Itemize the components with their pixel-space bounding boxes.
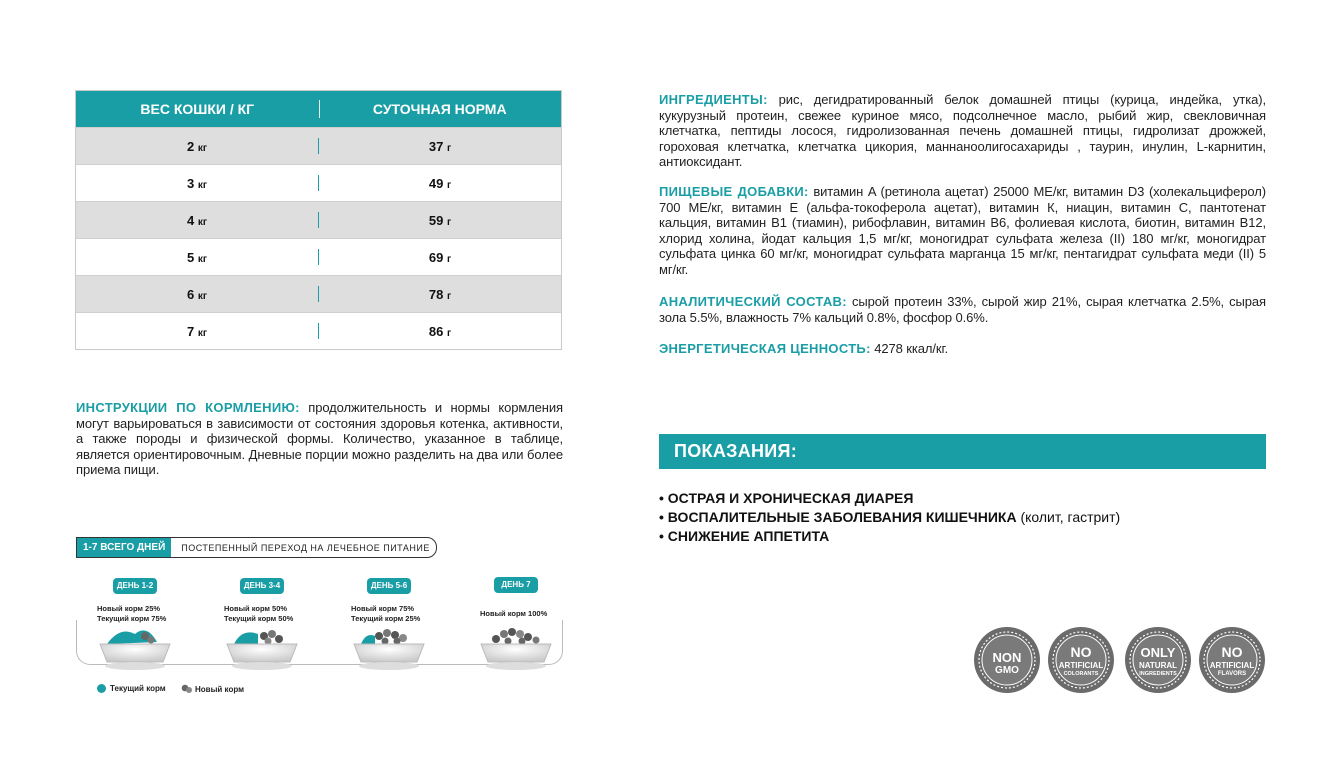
analysis — [659, 294, 1266, 325]
only-natural-ingredients-badge — [1124, 626, 1192, 694]
transition-lead: 1-7 ВСЕГО ДНЕЙ — [77, 538, 171, 557]
indication-item — [659, 489, 1120, 508]
bowl-day-5 — [354, 629, 424, 670]
table-row — [76, 127, 561, 164]
feeding-label: ИНСТРУКЦИИ ПО КОРМЛЕНИЮ: — [76, 400, 300, 415]
bowls-illustration — [95, 622, 555, 674]
weight-unit: кг — [197, 290, 208, 302]
ratio-new: Новый корм 50% — [224, 604, 288, 613]
weight-value: 4 — [186, 212, 195, 228]
table-row — [76, 312, 561, 349]
legend-new-label: Новый корм — [195, 684, 245, 694]
weight-unit: кг — [197, 216, 208, 228]
feeding-instructions — [76, 400, 563, 478]
ratio-current: Текущий корм 50% — [224, 614, 294, 623]
badge-line: INGREDIENTS — [1139, 671, 1177, 677]
norm-value: 86 — [428, 323, 444, 339]
day-badge: ДЕНЬ 7 — [494, 577, 538, 593]
transition-text: ПОСТЕПЕННЫЙ ПЕРЕХОД НА ЛЕЧЕБНОЕ ПИТАНИЕ — [181, 542, 430, 553]
day-badge: ДЕНЬ 1-2 — [113, 578, 157, 594]
badge-line: GMO — [995, 665, 1019, 676]
non-gmo-badge — [973, 626, 1041, 694]
weight-unit: кг — [197, 253, 208, 265]
indication-name: • ОСТРАЯ И ХРОНИЧЕСКАЯ ДИАРЕЯ — [659, 490, 914, 506]
day-badge: ДЕНЬ 3-4 — [240, 578, 284, 594]
norm-unit: г — [446, 216, 452, 228]
energy-label: ЭНЕРГЕТИЧЕСКАЯ ЦЕННОСТЬ: — [659, 341, 871, 356]
badge-line: ARTIFICIAL — [1058, 661, 1104, 670]
indications-title: ПОКАЗАНИЯ: — [659, 434, 1266, 469]
feeding-text: продолжительность и нормы кормления могут варьироваться в зависимости от состояния здоровья котенка, активности, а также породы и физической формы. Количество, указанное в таблице, является ориентировочным. Дневные порции можно разделить на два или более приема пищи. — [76, 400, 563, 478]
header-divider — [319, 100, 320, 118]
norm-value: 37 — [428, 138, 444, 154]
badge-line: NO — [1070, 644, 1092, 660]
indications-list — [659, 489, 1120, 546]
ratio-new: Новый корм 75% — [351, 604, 415, 613]
weight-value: 3 — [186, 175, 195, 191]
badge-line: ONLY — [1140, 645, 1176, 660]
bowl-day-1 — [100, 630, 170, 670]
weight-value: 5 — [186, 249, 195, 265]
table-row — [76, 164, 561, 201]
weight-unit: кг — [197, 327, 208, 339]
header-norm: СУТОЧНАЯ НОРМА — [372, 101, 507, 117]
ingredients — [659, 92, 1266, 170]
energy-text: 4278 ккал/кг. — [870, 341, 949, 356]
transition-bar — [76, 537, 437, 558]
badge-line: ARTIFICIAL — [1209, 661, 1255, 670]
bowl-day-3 — [227, 630, 297, 670]
badge-line: COLORANTS — [1063, 671, 1099, 677]
table-row — [76, 238, 561, 275]
norm-unit: г — [446, 142, 452, 154]
badge-line: NON — [992, 650, 1022, 665]
indication-name: • СНИЖЕНИЕ АППЕТИТА — [659, 528, 830, 544]
table-row — [76, 275, 561, 312]
additives-text: витамин A (ретинола ацетат) 25000 МЕ/кг, витамин D3 (холекальциферол) 700 МЕ/кг, витамин E (альфа-токоферола ацетат), витамин К, ниацин, витамин С, пантотенат кальция, витамин B1 (тиамин), рибофлавин, витамин B6, фолиевая кислота, биотин, витамин B12, хлорид холина, йодат кальция 1,5 мг/кг, моногидрат сульфата железа (II) 180 мг/кг, моногидрат сульфата цинка 60 мг/кг, моногидрат сульфата марганца 15 мг/кг, пентагидрат сульфата меди (II) 5 мг/кг. — [659, 184, 1266, 277]
feeding-table — [75, 90, 562, 350]
day-badge: ДЕНЬ 5-6 — [367, 578, 411, 594]
additives — [659, 184, 1266, 278]
norm-unit: г — [446, 327, 452, 339]
norm-unit: г — [446, 253, 452, 265]
legend-new — [181, 684, 244, 694]
indication-item — [659, 508, 1120, 527]
table-row — [76, 201, 561, 238]
weight-unit: кг — [197, 179, 208, 191]
weight-value: 2 — [186, 138, 195, 154]
badge-line: NO — [1221, 644, 1243, 660]
current-food-swatch — [97, 684, 106, 693]
analysis-label: АНАЛИТИЧЕСКИЙ СОСТАВ: — [659, 294, 847, 309]
energy — [659, 341, 1266, 357]
analysis-text: сырой протеин 33%, сырой жир 21%, сырая клетчатка 2.5%, сырая зола 5.5%, влажность 7% кальций 0.8%, фосфор 0.6%. — [659, 294, 1266, 325]
legend-current — [97, 684, 166, 693]
weight-value: 7 — [186, 323, 195, 339]
header-weight: ВЕС КОШКИ / КГ — [140, 101, 255, 117]
badge-line: NATURAL — [1138, 661, 1178, 670]
weight-unit: кг — [197, 142, 208, 154]
legend-current-label: Текущий корм — [110, 684, 166, 693]
ratio-new: Новый корм 25% — [97, 604, 161, 613]
norm-value: 78 — [428, 286, 444, 302]
no-artificial-flavors-badge — [1198, 626, 1266, 694]
norm-value: 69 — [428, 249, 444, 265]
badge-line: FLAVORS — [1217, 671, 1247, 677]
no-artificial-colorants-badge — [1047, 626, 1115, 694]
ingredients-text: рис, дегидратированный белок домашней птицы (курица, индейка, утка), кукурузный протеин, свежее куриное мясо, подсолнечное масло, рыбий жир, свекловичная клетчатка, пептиды лосося, гидролизованная печень домашней птицы, гидролизат дрожжей, гороховая клетчатка, клетчатка цикория, маннаноолигосахариды , таурин, инулин, L-карнитин, антиоксидант. — [659, 92, 1266, 170]
norm-unit: г — [446, 290, 452, 302]
table-header — [76, 91, 561, 127]
norm-value: 49 — [428, 175, 444, 191]
indication-name: • ВОСПАЛИТЕЛЬНЫЕ ЗАБОЛЕВАНИЯ КИШЕЧНИКА — [659, 509, 1017, 525]
ingredients-label: ИНГРЕДИЕНТЫ: — [659, 92, 768, 107]
bowl-day-7 — [481, 628, 551, 670]
indication-note: (колит, гастрит) — [1016, 509, 1121, 525]
norm-unit: г — [446, 179, 452, 191]
new-food-swatch — [181, 684, 192, 694]
ratio-current: Текущий корм 75% — [97, 614, 167, 623]
norm-value: 59 — [428, 212, 444, 228]
ratio-new: Новый корм 100% — [480, 609, 548, 618]
day-ratio — [480, 609, 547, 619]
additives-label: ПИЩЕВЫЕ ДОБАВКИ: — [659, 184, 809, 199]
ratio-current: Текущий корм 25% — [351, 614, 421, 623]
weight-value: 6 — [186, 286, 195, 302]
indication-item — [659, 527, 1120, 546]
